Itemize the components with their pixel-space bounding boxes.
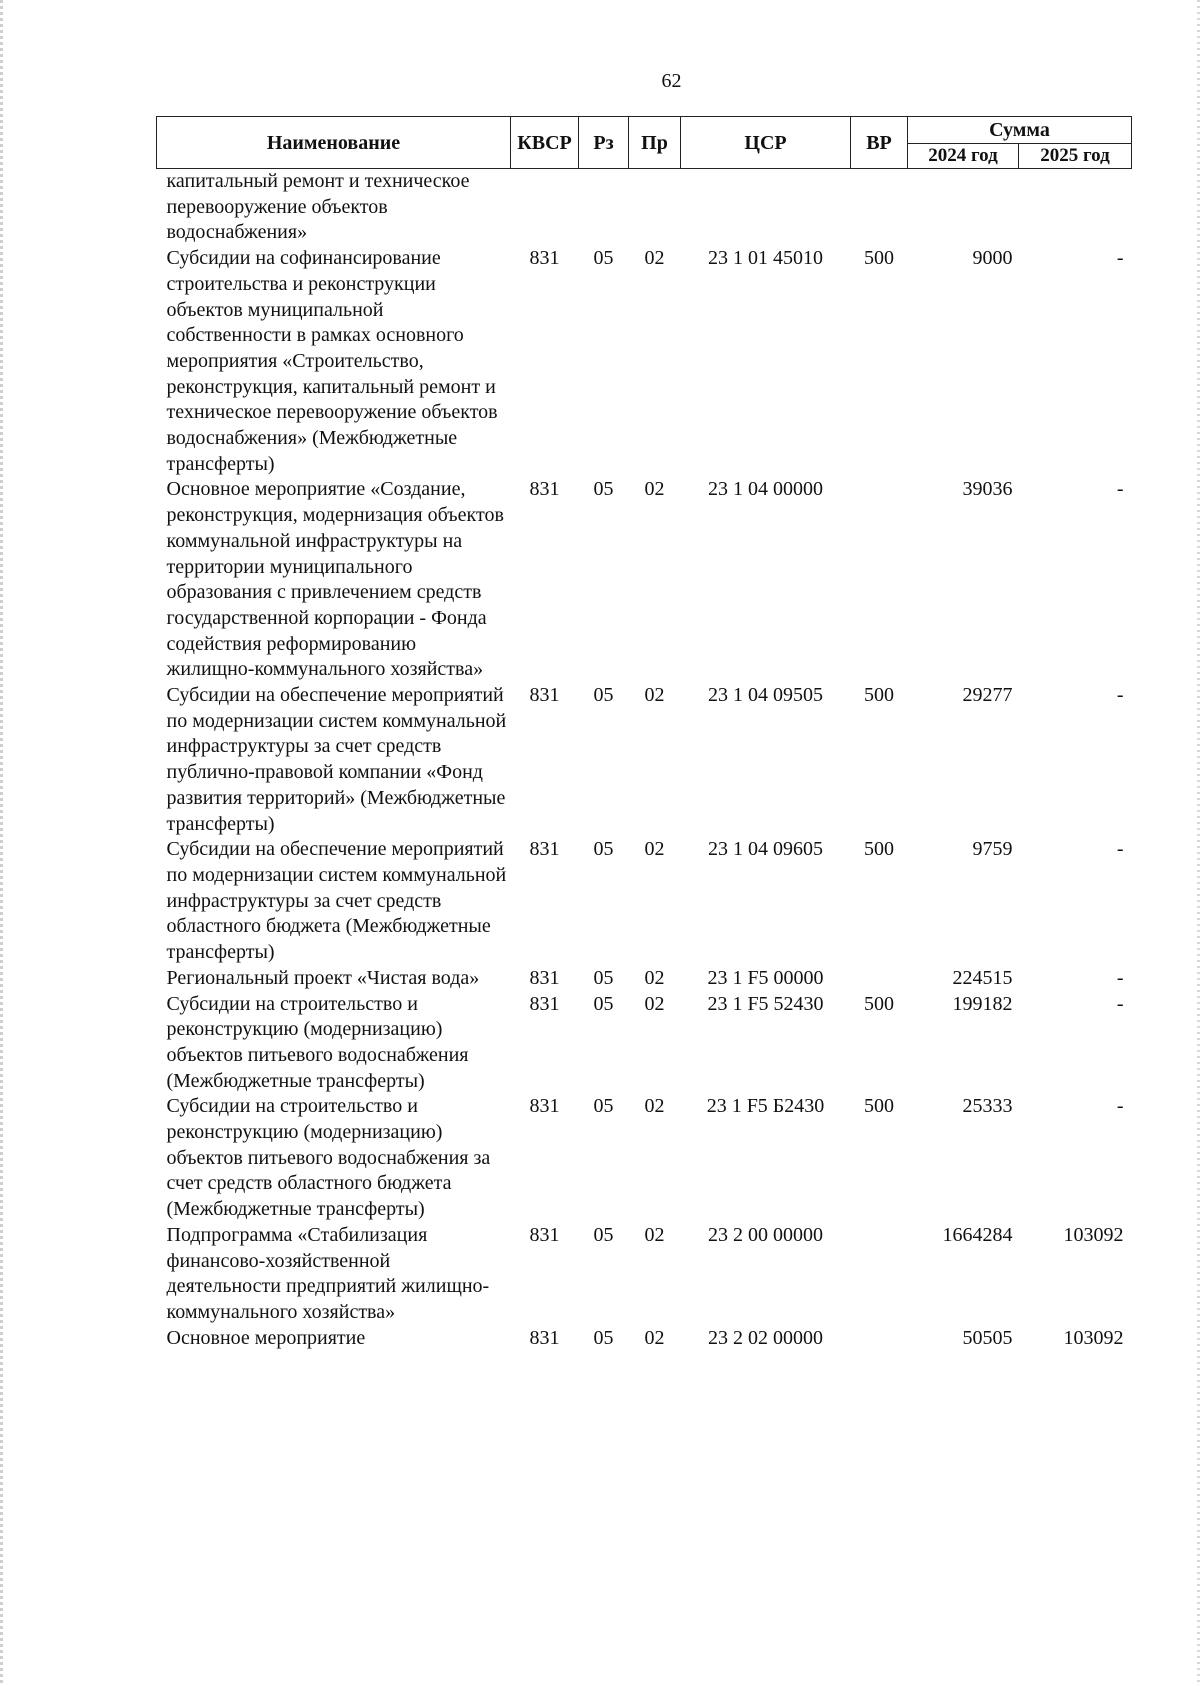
cell-pr: 02 <box>644 966 665 989</box>
cell-kvsr: 831 <box>529 1326 560 1349</box>
cell-2024: 224515 <box>952 966 1013 989</box>
cell-csr: 23 1 04 09605 <box>708 838 823 861</box>
cell-name: Субсидии на строительство и реконструкцию (модернизацию) объектов питьевого водоснабжения (Межбюджетные трансферты) <box>166 992 469 1092</box>
cell-pr: 02 <box>644 1095 665 1118</box>
cell-csr <box>681 169 851 247</box>
cell-rz: 05 <box>593 1095 614 1118</box>
cell-name: Региональный проект «Чистая вода» <box>166 966 480 989</box>
cell-pr: 02 <box>644 1223 665 1246</box>
cell-2025: - <box>1116 992 1124 1015</box>
cell-csr: 23 1 F5 00000 <box>707 966 824 989</box>
header-sum: Сумма <box>908 117 1132 144</box>
table-header <box>157 117 1132 169</box>
cell-2025: - <box>1116 684 1124 707</box>
cell-rz: 05 <box>593 1326 614 1349</box>
cell-vr: 500 <box>864 247 894 270</box>
cell-2025: - <box>1116 1095 1124 1118</box>
header-pr: Пр <box>629 117 681 169</box>
cell-pr: 02 <box>644 684 665 707</box>
cell-rz: 05 <box>593 478 614 501</box>
cell-kvsr: 831 <box>529 992 560 1015</box>
cell-2024 <box>908 169 1019 247</box>
table-row <box>157 246 1132 477</box>
cell-rz: 05 <box>593 247 614 270</box>
cell-csr: 23 2 02 00000 <box>708 1326 823 1349</box>
cell-pr: 02 <box>644 992 665 1015</box>
table-row <box>157 992 1132 1095</box>
cell-2024: 9759 <box>972 838 1013 861</box>
cell-csr: 23 1 04 09505 <box>708 684 823 707</box>
cell-rz: 05 <box>593 684 614 707</box>
cell-kvsr: 831 <box>529 478 560 501</box>
cell-rz <box>579 169 629 247</box>
table-row <box>157 1094 1132 1223</box>
cell-name: Основное мероприятие «Создание, реконструкция, модернизация объектов коммунальной инфраструктуры на территории муниципального образования с привлечением средств государственной корпорации - Фонда содействия реформированию жилищно-коммунального хозяйства» <box>166 478 504 681</box>
cell-vr: 500 <box>864 1095 894 1118</box>
table-row <box>157 1326 1132 1352</box>
cell-vr: 500 <box>864 992 894 1015</box>
cell-rz: 05 <box>593 1223 614 1246</box>
cell-2025: - <box>1116 966 1124 989</box>
table-row <box>157 1223 1132 1326</box>
cell-vr: 500 <box>864 684 894 707</box>
cell-csr: 23 1 04 00000 <box>708 478 823 501</box>
cell-kvsr: 831 <box>529 1223 560 1246</box>
header-csr: ЦСР <box>681 117 851 169</box>
table-row <box>157 966 1132 992</box>
cell-pr <box>629 169 681 247</box>
cell-rz: 05 <box>593 966 614 989</box>
cell-2025: - <box>1116 838 1124 861</box>
cell-csr: 23 1 F5 52430 <box>707 992 824 1015</box>
cell-pr: 02 <box>644 247 665 270</box>
cell-vr <box>851 477 908 683</box>
cell-pr: 02 <box>644 1326 665 1349</box>
cell-kvsr: 831 <box>529 838 560 861</box>
cell-pr: 02 <box>644 838 665 861</box>
cell-pr: 02 <box>644 478 665 501</box>
cell-2024: 39036 <box>962 478 1013 501</box>
cell-csr: 23 2 00 00000 <box>708 1223 823 1246</box>
cell-csr: 23 1 F5 Б2430 <box>706 1095 825 1118</box>
cell-2025: 103092 <box>1063 1326 1124 1349</box>
cell-name: Субсидии на обеспечение мероприятий по модернизации систем коммунальной инфраструктуры за счет средств областного бюджета (Межбюджетные трансферты) <box>166 838 507 964</box>
cell-kvsr: 831 <box>529 966 560 989</box>
header-year-2024: 2024 год <box>908 144 1019 169</box>
cell-kvsr: 831 <box>529 247 560 270</box>
cell-2025 <box>1019 169 1132 247</box>
cell-kvsr <box>511 169 579 247</box>
page-number: 62 <box>661 70 682 92</box>
cell-kvsr: 831 <box>529 1095 560 1118</box>
header-rz: Рз <box>579 117 629 169</box>
cell-kvsr: 831 <box>529 684 560 707</box>
table-row <box>157 169 1132 247</box>
cell-name: Подпрограмма «Стабилизация финансово-хозяйственной деятельности предприятий жилищно-коммунального хозяйства» <box>166 1223 490 1323</box>
cell-vr: 500 <box>864 838 894 861</box>
cell-2025: 103092 <box>1063 1223 1124 1246</box>
cell-rz: 05 <box>593 838 614 861</box>
table-row <box>157 683 1132 837</box>
cell-2024: 199182 <box>952 992 1013 1015</box>
cell-2024: 9000 <box>972 247 1013 270</box>
scan-left-edge <box>0 0 3 1686</box>
cell-name: Субсидии на софинансирование строительства и реконструкции объектов муниципальной собственности в рамках основного мероприятия «Строительство, реконструкция, капитальный ремонт и техническое перевооружение объектов водоснабжения» (Межбюджетные трансферты) <box>166 247 498 475</box>
header-kvsr: КВСР <box>511 117 579 169</box>
cell-vr <box>851 1223 908 1326</box>
cell-rz: 05 <box>593 992 614 1015</box>
cell-2025: - <box>1116 247 1124 270</box>
header-vr: ВР <box>851 117 908 169</box>
table-body <box>157 169 1132 1352</box>
cell-vr <box>851 1326 908 1352</box>
cell-csr: 23 1 01 45010 <box>708 247 823 270</box>
cell-name: капитальный ремонт и техническое перевооружение объектов водоснабжения» <box>166 170 470 244</box>
cell-name: Субсидии на строительство и реконструкцию (модернизацию) объектов питьевого водоснабжения за счет средств областного бюджета (Межбюджетные трансферты) <box>166 1095 491 1221</box>
cell-vr <box>851 169 908 247</box>
header-name: Наименование <box>157 117 511 169</box>
table-row <box>157 837 1132 966</box>
budget-table <box>156 116 1132 1351</box>
cell-vr <box>851 966 908 992</box>
cell-2024: 1664284 <box>942 1223 1013 1246</box>
header-year-2025: 2025 год <box>1019 144 1132 169</box>
cell-2025: - <box>1116 478 1124 501</box>
cell-name: Основное мероприятие <box>166 1326 366 1349</box>
table-row <box>157 477 1132 683</box>
cell-2024: 29277 <box>962 684 1013 707</box>
cell-2024: 25333 <box>962 1095 1013 1118</box>
cell-name: Субсидии на обеспечение мероприятий по модернизации систем коммунальной инфраструктуры за счет средств публично-правовой компании «Фонд развития территорий» (Межбюджетные трансферты) <box>166 684 507 835</box>
cell-2024: 50505 <box>962 1326 1013 1349</box>
